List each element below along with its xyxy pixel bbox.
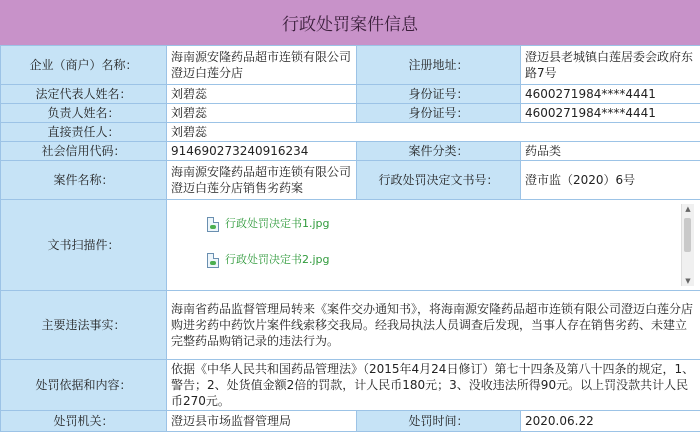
vertical-scrollbar[interactable] (681, 204, 694, 286)
violation-facts-value: 海南省药品监督管理局转来《案件交办通知书》，将海南源安隆药品超市连锁有限公司澄迈白莲分店购进劣药中药饮片案件线索移交我局。经我局执法人员调查后发现，当事人存在销售劣药、未建立完整药品购销记录的违法行为。 (167, 291, 700, 360)
address-label: 注册地址： (357, 46, 521, 85)
table-row (1, 142, 700, 161)
document-scan-label: 文书扫描件： (1, 200, 167, 291)
address-value: 澄迈县老城镇白莲居委会政府东路7号 (521, 46, 700, 85)
case-category-value: 药品类 (521, 142, 700, 161)
enterprise-label: 企业（商户）名称： (1, 46, 167, 85)
page-title: 行政处罚案件信息 (0, 0, 700, 46)
scroll-thumb[interactable] (684, 218, 691, 252)
decision-number-label: 行政处罚决定文书号： (357, 161, 521, 200)
document-scan-list (171, 202, 696, 288)
case-name-value: 海南源安隆药品超市连锁有限公司澄迈白莲分店销售劣药案 (167, 161, 357, 200)
decision-number-value: 澄市监（2020）6号 (521, 161, 700, 200)
penalty-authority-label: 处罚机关： (1, 411, 167, 432)
file-link[interactable] (207, 216, 330, 232)
scroll-up-arrow-icon[interactable]: ▲ (682, 204, 694, 214)
case-category-label: 案件分类： (357, 142, 521, 161)
table-row (1, 123, 700, 142)
table-row (1, 85, 700, 104)
direct-person-label: 直接责任人： (1, 123, 167, 142)
id-number-value: 4600271984****4441 (521, 85, 700, 104)
scroll-down-arrow-icon[interactable]: ▼ (682, 276, 694, 286)
penalty-time-label: 处罚时间： (357, 411, 521, 432)
penalty-time-value: 2020.06.22 (521, 411, 700, 432)
penalty-basis-value: 依据《中华人民共和国药品管理法》（2015年4月24日修订）第七十四条及第八十四条的规定，1、警告；2、处货值金额2倍的罚款，计人民币180元；3、没收违法所得90元。以上罚没款共计人民币270元。 (167, 360, 700, 411)
credit-code-label: 社会信用代码： (1, 142, 167, 161)
credit-code-value: 914690273240916234 (167, 142, 357, 161)
document-scan-cell (167, 200, 700, 291)
file-link[interactable] (207, 252, 330, 268)
file-image-icon (207, 253, 219, 268)
enterprise-value: 海南源安隆药品超市连锁有限公司澄迈白莲分店 (167, 46, 357, 85)
table-row (1, 200, 700, 291)
case-info-table (0, 45, 700, 432)
table-row (1, 161, 700, 200)
violation-facts-label: 主要违法事实： (1, 291, 167, 360)
table-row (1, 291, 700, 360)
direct-person-value: 刘碧蕊 (167, 123, 700, 142)
penalty-authority-value: 澄迈县市场监督管理局 (167, 411, 357, 432)
file-name[interactable]: 行政处罚决定书2.jpg (225, 252, 330, 268)
table-row (1, 104, 700, 123)
table-row (1, 46, 700, 85)
id-number-value: 4600271984****4441 (521, 104, 700, 123)
file-image-icon (207, 217, 219, 232)
legal-rep-value: 刘碧蕊 (167, 85, 357, 104)
file-name[interactable]: 行政处罚决定书1.jpg (225, 216, 330, 232)
case-name-label: 案件名称： (1, 161, 167, 200)
id-number-label: 身份证号： (357, 85, 521, 104)
table-row (1, 411, 700, 432)
penalty-basis-label: 处罚依据和内容： (1, 360, 167, 411)
table-row (1, 360, 700, 411)
id-number-label: 身份证号： (357, 104, 521, 123)
principal-label: 负责人姓名： (1, 104, 167, 123)
legal-rep-label: 法定代表人姓名： (1, 85, 167, 104)
principal-value: 刘碧蕊 (167, 104, 357, 123)
